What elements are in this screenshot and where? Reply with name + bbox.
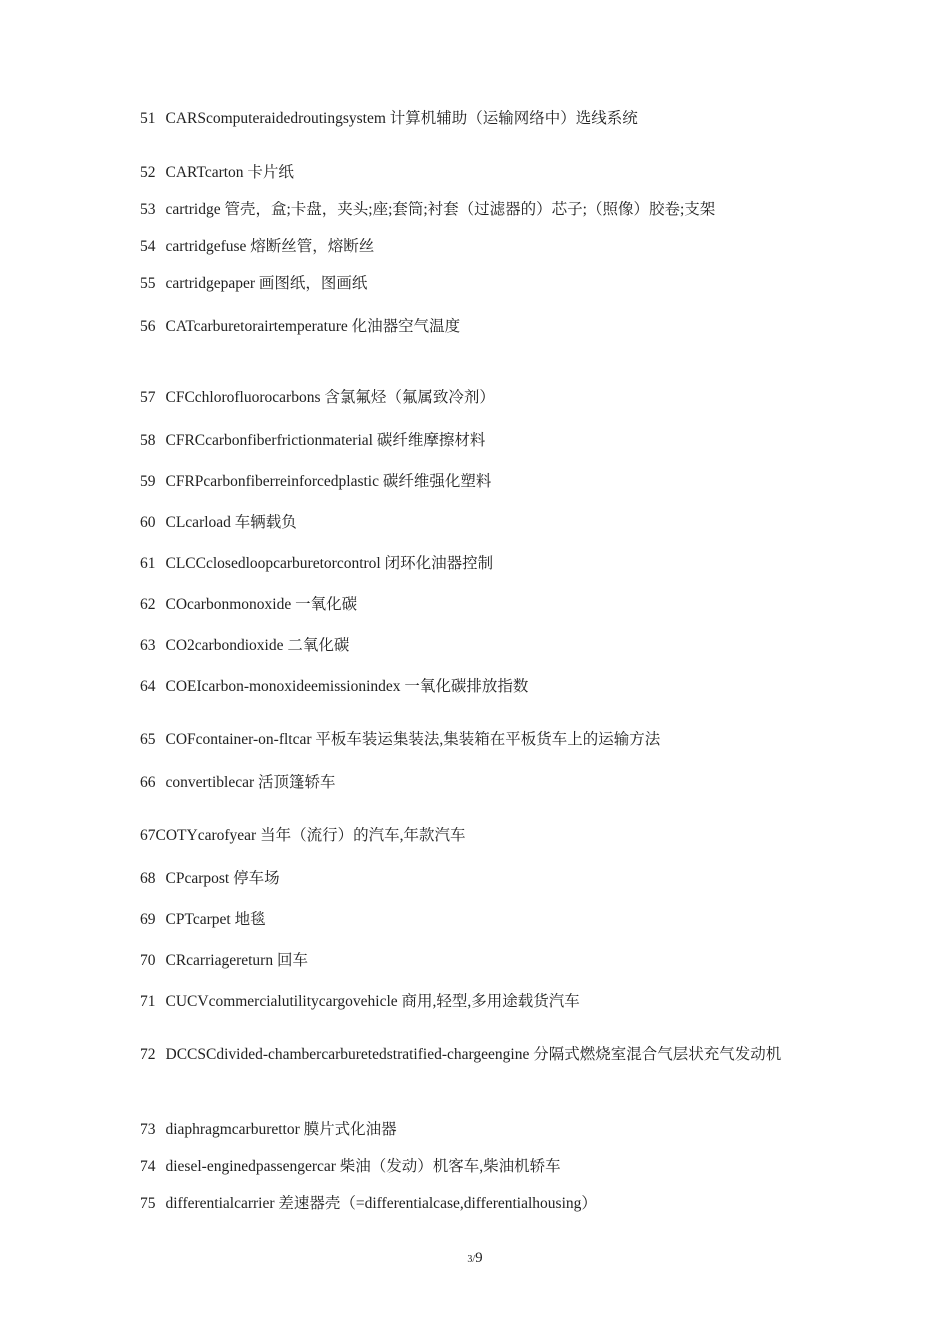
entry-text: CFRCcarbonfiberfrictionmaterial 碳纤维摩擦材料 [165,432,486,449]
glossary-entry-54 [140,228,820,265]
entry-text: COFcontainer-on-fltcar 平板车装运集装法,集装箱在平板货车上的运输方法 [165,731,661,748]
entry-number: 61 [140,555,156,572]
entry-number: 53 [140,201,156,218]
entry-text: convertiblecar 活顶篷轿车 [165,774,336,791]
glossary-entry-51 [140,100,820,137]
entry-text: CRcarriagereturn 回车 [165,952,308,969]
entry-text: cartridgefuse 熔断丝管，熔断丝 [165,238,375,255]
page-separator: / [472,1254,476,1265]
entry-text: diesel-enginedpassengercar 柴油（发动）机客车,柴油机轿车 [165,1158,561,1175]
entry-number: 52 [140,164,156,181]
entry-text: DCCSCdivided-chambercarburetedstratified-chargeengine 分隔式燃烧室混合气层状充气发动机 [165,1046,782,1063]
glossary-entry-70 [140,942,820,979]
glossary-entry-69 [140,901,820,938]
page-number-footer [0,1250,950,1267]
glossary-entry-74 [140,1148,820,1185]
entry-number: 63 [140,637,156,654]
entry-number: 56 [140,318,156,335]
glossary-entry-60 [140,504,820,541]
glossary-entry-59 [140,463,820,500]
entry-text: CLCCclosedloopcarburetorcontrol 闭环化油器控制 [165,555,494,572]
entry-number: 57 [140,389,156,406]
entry-text: CATcarburetorairtemperature 化油器空气温度 [165,318,461,335]
glossary-entry-67 [140,817,820,854]
entry-text: CLcarload 车辆载负 [165,514,297,531]
glossary-entry-58 [140,422,820,459]
glossary-entry-72 [140,1036,820,1073]
entry-text: COTYcarofyear 当年（流行）的汽车,年款汽车 [155,827,466,844]
glossary-entry-73 [140,1111,820,1148]
glossary-entry-65 [140,721,820,758]
entry-text: diaphragmcarburettor 膜片式化油器 [165,1121,397,1138]
glossary-entry-63 [140,627,820,664]
entry-text: CUCVcommercialutilitycargovehicle 商用,轻型,多用途载货汽车 [165,993,580,1010]
glossary-entry-68 [140,860,820,897]
glossary-entry-62 [140,586,820,623]
entry-text: CARTcarton 卡片纸 [165,164,294,181]
glossary-entry-64 [140,668,820,705]
entry-number: 68 [140,870,156,887]
entry-number: 62 [140,596,156,613]
current-page: 3 [467,1254,473,1265]
entry-number: 67 [140,827,156,844]
entry-number: 75 [140,1195,156,1212]
entry-text: CFCchlorofluorocarbons 含氯氟烃（氟属致冷剂） [165,389,495,406]
glossary-entry-57 [140,379,820,416]
entry-text: CO2carbondioxide 二氧化碳 [165,637,350,654]
glossary-entry-66 [140,764,820,801]
entry-number: 71 [140,993,156,1010]
entry-number: 58 [140,432,156,449]
entry-text: CARScomputeraidedroutingsystem 计算机辅助（运输网络中）选线系统 [165,110,638,127]
glossary-entry-61 [140,545,820,582]
glossary-entry-56 [140,308,820,345]
entry-text: CFRPcarbonfiberreinforcedplastic 碳纤维强化塑料 [165,473,492,490]
entry-text: cartridgepaper 画图纸，图画纸 [165,275,368,292]
glossary-entry-71 [140,983,820,1020]
entry-text: CPTcarpet 地毯 [165,911,266,928]
entry-text: cartridge 管壳，盒;卡盘，夹头;座;套筒;衬套（过滤器的）芯子;（照像）胶卷;支架 [165,201,716,218]
entry-number: 51 [140,110,156,127]
entry-number: 73 [140,1121,156,1138]
entry-number: 64 [140,678,156,695]
glossary-entry-55 [140,265,820,302]
entry-text: differentialcarrier 差速器壳（=differentialcase,differentialhousing） [165,1195,597,1212]
entry-number: 69 [140,911,156,928]
entry-number: 60 [140,514,156,531]
entry-number: 54 [140,238,156,255]
entry-number: 70 [140,952,156,969]
glossary-entry-53 [140,191,820,228]
entry-text: CPcarpost 停车场 [165,870,280,887]
glossary-entry-75 [140,1185,820,1222]
total-pages: 9 [475,1250,483,1266]
entry-number: 59 [140,473,156,490]
entry-number: 55 [140,275,156,292]
entry-text: COcarbonmonoxide 一氧化碳 [165,596,358,613]
entry-number: 65 [140,731,156,748]
entry-number: 74 [140,1158,156,1175]
entry-number: 66 [140,774,156,791]
glossary-entry-52 [140,154,820,191]
entry-number: 72 [140,1046,156,1063]
entry-text: COEIcarbon-monoxideemissionindex 一氧化碳排放指数 [165,678,529,695]
